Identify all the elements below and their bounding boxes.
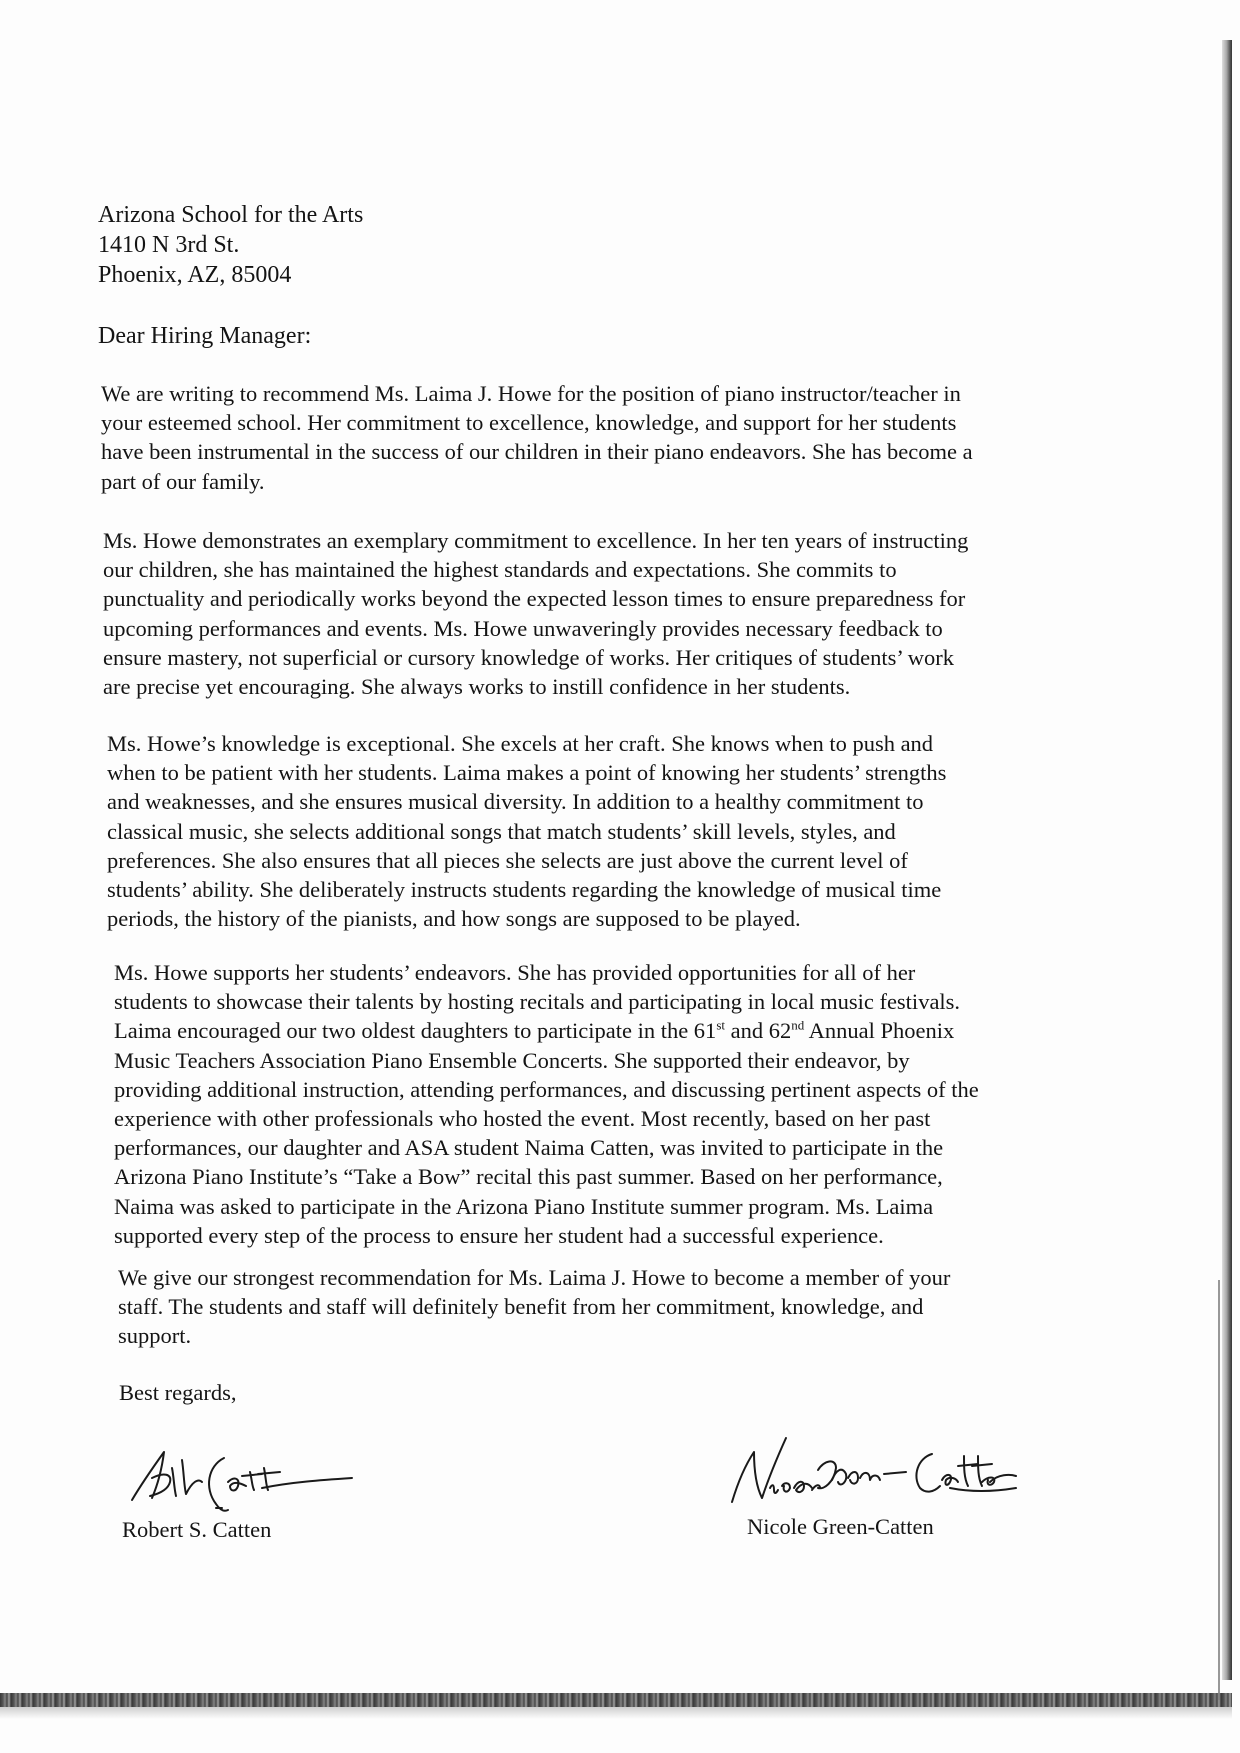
paragraph-line: Music Teachers Association Piano Ensemble Concerts. She supported their endeavor, by — [114, 1047, 910, 1073]
text-fragment: Annual Phoenix — [804, 1018, 955, 1044]
ordinal-suffix: st — [716, 1017, 725, 1033]
scan-edge-fade-bottom — [0, 1707, 1232, 1719]
paragraph-line: upcoming performances and events. Ms. Howe unwaveringly provides necessary feedback to — [103, 615, 943, 641]
recipient-address — [98, 200, 363, 290]
closing: Best regards, — [119, 1380, 237, 1405]
signer-name-right: Nicole Green-Catten — [747, 1514, 934, 1539]
paragraph-line-with-ordinals — [114, 1016, 979, 1045]
paragraph-line: part of our family. — [101, 468, 265, 494]
paragraph-line: support. — [118, 1323, 192, 1349]
paragraph-line: Ms. Howe demonstrates an exemplary commitment to excellence. In her ten years of instructing — [103, 528, 969, 553]
paragraph-line: and weaknesses, and she ensures musical diversity. In addition to a healthy commitment to — [107, 789, 924, 815]
paragraph-line: students’ ability. She deliberately instructs students regarding the knowledge of musical time — [107, 877, 942, 903]
paragraph-line: your esteemed school. Her commitment to excellence, knowledge, and support for her students — [101, 410, 957, 436]
paragraph-line: Naima was asked to participate in the Arizona Piano Institute summer program. Ms. Laima — [114, 1193, 934, 1219]
paragraph-excellence — [103, 526, 968, 701]
scan-edge-shadow-bottom — [0, 1693, 1232, 1707]
paragraph-line: We give our strongest recommendation for Ms. Laima J. Howe to become a member of your — [118, 1265, 951, 1290]
text-fragment: and 62 — [724, 1018, 792, 1044]
recipient-name: Arizona School for the Arts — [98, 202, 364, 228]
recipient-street: 1410 N 3rd St. — [98, 232, 240, 258]
paragraph-line: students to showcase their talents by hosting recitals and participating in local music festivals. — [114, 989, 961, 1015]
scan-edge-shadow-right — [1222, 40, 1232, 1680]
signature-robert-catten — [112, 1438, 372, 1518]
paragraph-line: performances, our daughter and ASA student Naima Catten, was invited to participate in the — [114, 1135, 944, 1161]
recipient-city: Phoenix, AZ, 85004 — [98, 262, 292, 288]
paragraph-recommendation — [101, 379, 973, 496]
paragraph-line: preferences. She also ensures that all pieces she selects are just above the current level of — [107, 847, 908, 873]
paragraph-line: are precise yet encouraging. She always works to instill confidence in her students. — [103, 674, 851, 700]
salutation: Dear Hiring Manager: — [98, 323, 312, 349]
paragraph-knowledge — [107, 729, 946, 933]
paragraph-line: punctuality and periodically works beyond the expected lesson times to ensure preparedness for — [103, 586, 966, 612]
paragraph-line: our children, she has maintained the highest standards and expectations. She commits to — [103, 557, 897, 583]
paragraph-line: Arizona Piano Institute’s “Take a Bow” recital this past summer. Based on her performance, — [114, 1164, 943, 1190]
paragraph-line: Ms. Howe’s knowledge is exceptional. She excels at her craft. She knows when to push and — [107, 731, 934, 756]
paragraph-line: ensure mastery, not superficial or cursory knowledge of works. Her critiques of students’ work — [103, 644, 955, 670]
paragraph-line: providing additional instruction, attending performances, and discussing pertinent aspects of the — [114, 1076, 979, 1102]
ordinal-suffix: nd — [791, 1017, 805, 1033]
signature-nicole-green-catten — [720, 1430, 1020, 1515]
scan-edge-line-right — [1218, 1280, 1220, 1700]
paragraph-line: have been instrumental in the success of our children in their piano endeavors. She has become a — [101, 439, 973, 465]
paragraph-line: staff. The students and staff will definitely benefit from her commitment, knowledge, and — [118, 1294, 924, 1320]
text-fragment: Laima encouraged our two oldest daughters to participate in the 61 — [114, 1018, 717, 1044]
paragraph-line: supported every step of the process to ensure her student had a successful experience. — [114, 1222, 884, 1248]
paragraph-final-recommendation — [118, 1263, 950, 1351]
paragraph-line: classical music, she selects additional songs that match students’ skill levels, styles, and — [107, 818, 896, 844]
paragraph-line: periods, the history of the pianists, and how songs are supposed to be played. — [107, 906, 801, 932]
signer-name-left: Robert S. Catten — [122, 1517, 272, 1542]
paragraph-line: when to be patient with her students. Laima makes a point of knowing her students’ strengths — [107, 760, 947, 786]
paragraph-support — [114, 958, 979, 1250]
paragraph-line: We are writing to recommend Ms. Laima J. Howe for the position of piano instructor/teacher in — [101, 381, 961, 406]
paragraph-line: experience with other professionals who hosted the event. Most recently, based on her past — [114, 1106, 931, 1132]
paragraph-line: Ms. Howe supports her students’ endeavors. She has provided opportunities for all of her — [114, 960, 916, 985]
